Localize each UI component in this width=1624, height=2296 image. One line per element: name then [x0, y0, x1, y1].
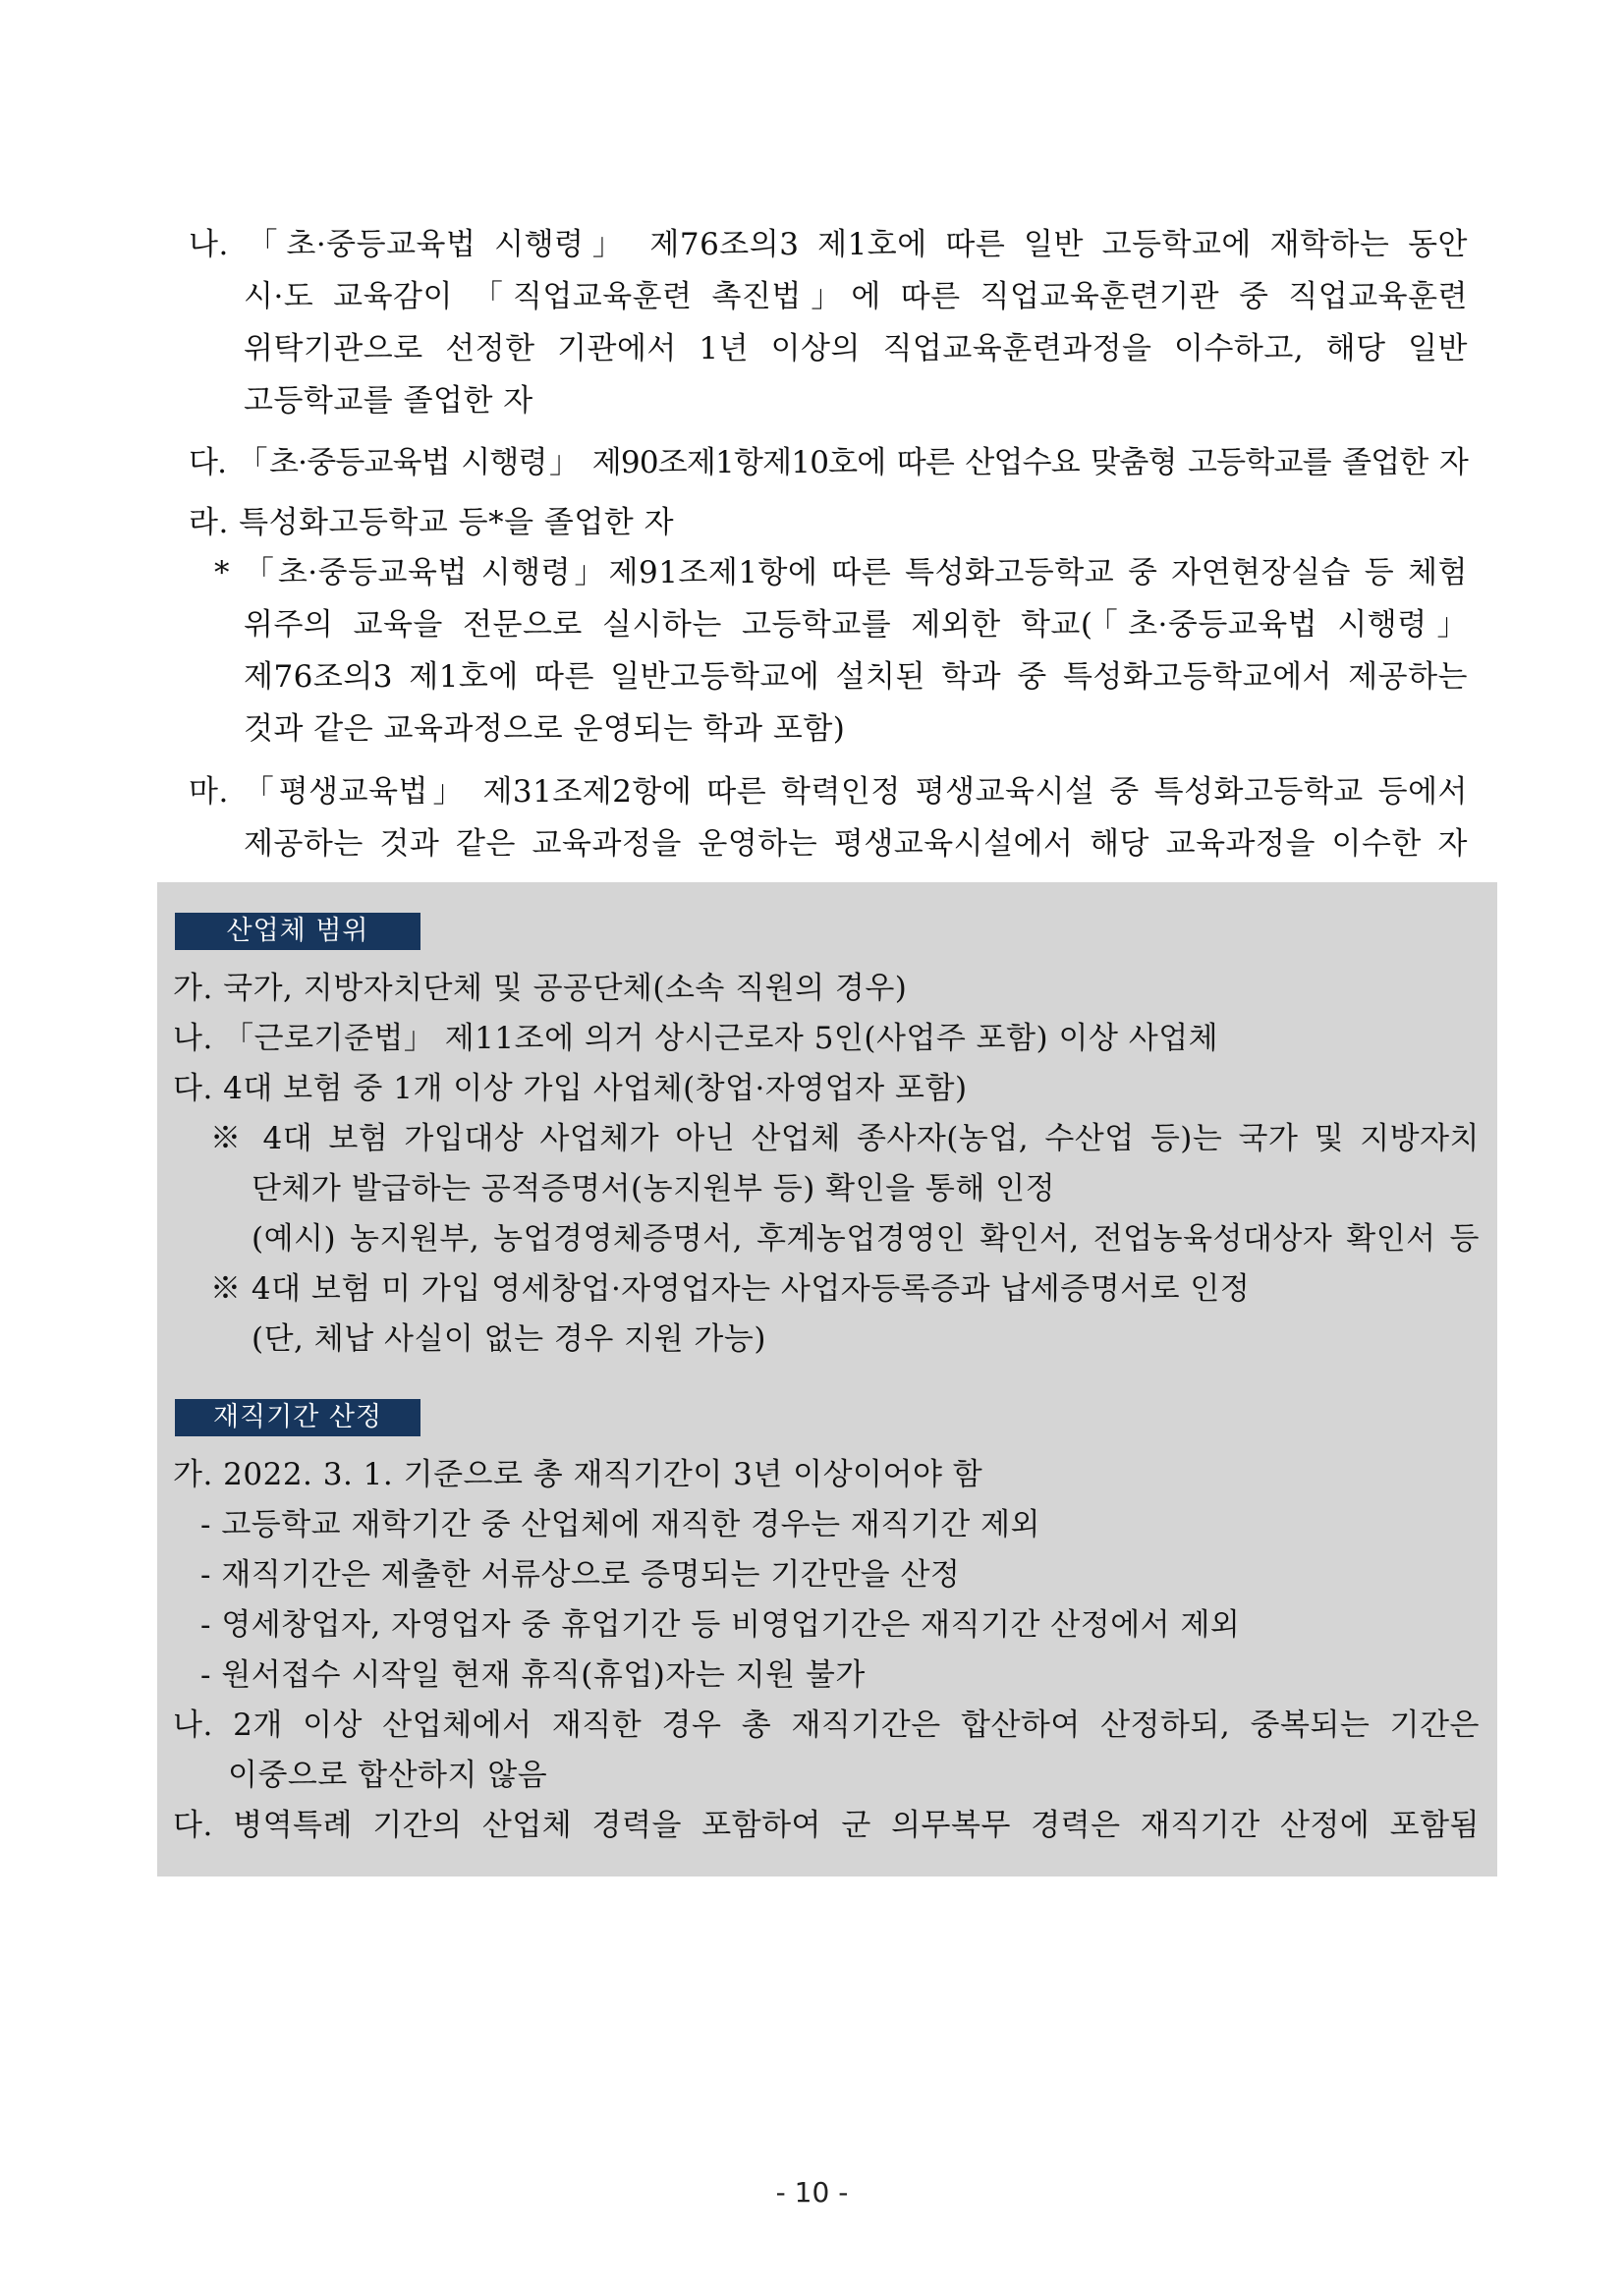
tenure-calc-label: 재직기간 산정 [175, 1399, 420, 1436]
item-na-line-4: 고등학교를 졸업한 자 [244, 383, 533, 419]
item-na-line-2: 시·도 교육감이 「직업교육훈련 촉진법」에 따른 직업교육훈련기관 중 직업교육훈련 [244, 279, 1468, 314]
industry-note2-line-2: (단, 체납 사실이 없는 경우 지원 가능) [252, 1321, 766, 1357]
item-ma-line-1: 마. 「평생교육법」 제31조제2항에 따른 학력인정 평생교육시설 중 특성화고등학교 등에서 [189, 774, 1468, 810]
tenure-dash-1: - 고등학교 재학기간 중 산업체에 재직한 경우는 재직기간 제외 [200, 1507, 1040, 1542]
tenure-dash-4: - 원서접수 시작일 현재 휴직(휴업)자는 지원 불가 [200, 1657, 866, 1693]
industry-ga-line: 가. 국가, 지방자치단체 및 공공단체(소속 직원의 경우) [173, 971, 908, 1006]
item-na-line-3: 위탁기관으로 선정한 기관에서 1년 이상의 직업교육훈련과정을 이수하고, 해당 일반 [244, 331, 1468, 366]
tenure-dash-3: - 영세창업자, 자영업자 중 휴업기간 등 비영업기간은 재직기간 산정에서 제외 [200, 1607, 1241, 1643]
tenure-na-line-2: 이중으로 합산하지 않음 [228, 1758, 548, 1793]
ra-note-line-4: 것과 같은 교육과정으로 운영되는 학과 포함) [244, 711, 846, 747]
tenure-da-line: 다. 병역특례 기간의 산업체 경력을 포함하여 군 의무복무 경력은 재직기간 산정에 포함됨 [173, 1808, 1480, 1843]
industry-note1-line-2: 단체가 발급하는 공적증명서(농지원부 등) 확인을 통해 인정 [252, 1171, 1056, 1206]
item-ma-line-2: 제공하는 것과 같은 교육과정을 운영하는 평생교육시설에서 해당 교육과정을 이수한 자 [244, 826, 1468, 862]
tenure-ga-line: 가. 2022. 3. 1. 기준으로 총 재직기간이 3년 이상이어야 함 [173, 1457, 983, 1492]
industry-note1-line-3: (예시) 농지원부, 농업경영체증명서, 후계농업경영인 확인서, 전업농육성대상자 확인서 등 [252, 1221, 1480, 1257]
ra-note-line-3: 제76조의3 제1호에 따른 일반고등학교에 설치된 학과 중 특성화고등학교에서 제공하는 [244, 659, 1468, 695]
item-ra-line: 라. 특성화고등학교 등*을 졸업한 자 [189, 505, 675, 540]
ra-note-line-1: * 「초·중등교육법 시행령」제91조제1항에 따른 특성화고등학교 중 자연현장실습 등 체험 [214, 555, 1468, 590]
tenure-dash-2: - 재직기간은 제출한 서류상으로 증명되는 기간만을 산정 [200, 1557, 961, 1593]
industry-note2-line-1: ※ 4대 보험 미 가입 영세창업·자영업자는 사업자등록증과 납세증명서로 인정 [210, 1271, 1251, 1307]
item-na-line-1: 나. 「초·중등교육법 시행령」 제76조의3 제1호에 따른 일반 고등학교에 재학하는 동안 [189, 227, 1468, 262]
industry-da-line: 다. 4대 보험 중 1개 이상 가입 사업체(창업·자영업자 포함) [173, 1071, 968, 1106]
item-da-line: 다. 「초·중등교육법 시행령」 제90조제1항제10호에 따른 산업수요 맞춤형 고등학교를 졸업한 자 [189, 445, 1468, 480]
industry-note1-line-1: ※ 4대 보험 가입대상 사업체가 아닌 산업체 종사자(농업, 수산업 등)는 국가 및 지방자치 [210, 1121, 1480, 1156]
industry-na-line: 나. 「근로기준법」 제11조에 의거 상시근로자 5인(사업주 포함) 이상 사업체 [173, 1021, 1219, 1056]
page-number: - 10 - [775, 2176, 849, 2209]
tenure-na-line-1: 나. 2개 이상 산업체에서 재직한 경우 총 재직기간은 합산하여 산정하되, 중복되는 기간은 [173, 1708, 1480, 1743]
ra-note-line-2: 위주의 교육을 전문으로 실시하는 고등학교를 제외한 학교(「초·중등교육법 시행령」 [244, 607, 1468, 643]
industry-scope-label: 산업체 범위 [175, 913, 420, 950]
